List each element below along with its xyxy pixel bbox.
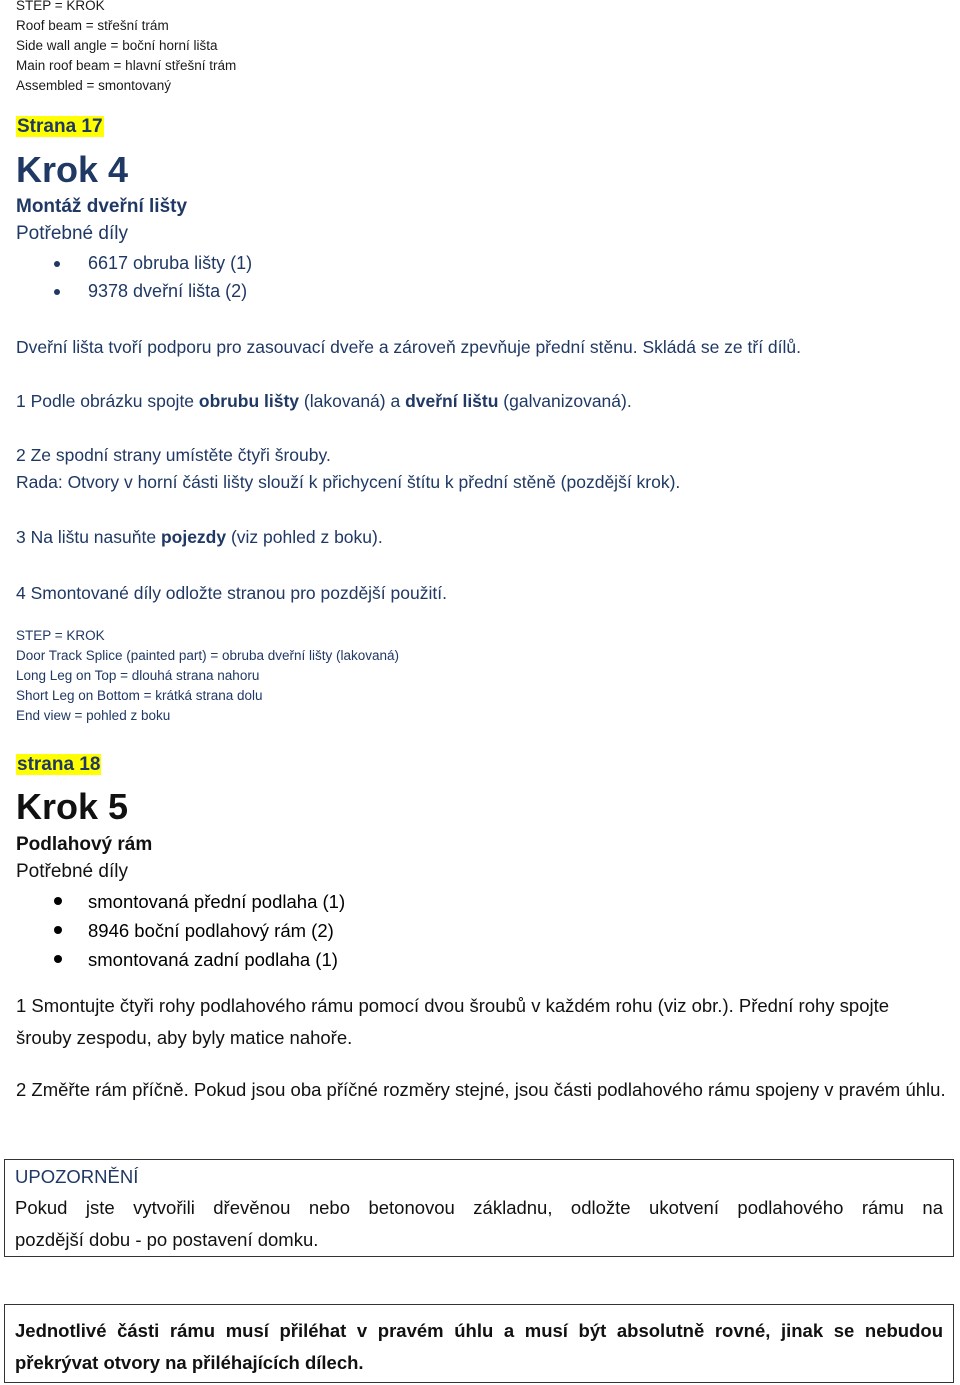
subtitle-floor-frame: Podlahový rám [16,834,153,855]
warning-text-line: pozdější dobu - po postavení domku. [15,1229,319,1250]
note-box [4,1304,954,1383]
step-title-4: Krok 4 [16,149,129,190]
bullet-icon [54,289,60,295]
page-label-17: Strana 17 [17,116,103,137]
glossary-middle [16,626,399,726]
list-item: 8946 boční podlahový rám (2) [16,916,345,945]
list-item: smontovaná přední podlaha (1) [16,887,345,916]
glossary-item: STEP = KROK [16,628,105,643]
glossary-top [16,0,236,96]
warning-box [4,1159,954,1257]
page-label-18: strana 18 [17,754,101,775]
intro-paragraph: Dveřní lišta tvoří podporu pro zasouvací dveře a zároveň zpevňuje přední stěnu. Skládá se ze tří dílů. [16,337,802,357]
bullet-icon [54,897,62,905]
glossary-item: End view = pohled z boku [16,708,171,723]
floor-step-1-text: 1 Smontujte čtyři rohy podlahového rámu pomocí dvou šroubů v každém rohu (viz obr.). Přední rohy spojte šrouby zespodu, aby byly matice nahoře. [16,995,890,1048]
tip-text: Rada: Otvory v horní části lišty slouží k přichycení štítu k přední stěně (pozdější krok). [16,472,681,492]
warning-text-line: Pokud jste vytvořili dřevěnou nebo betonovou základnu, odložte ukotvení podlahového rámu na [15,1197,943,1218]
glossary-item: STEP = KROK [16,0,105,13]
step-title-5: Krok 5 [16,786,129,827]
step-2-text: 2 Ze spodní strany umístěte čtyři šrouby. [16,445,331,465]
warning-title: UPOZORNĚNÍ [15,1166,139,1187]
glossary-item: Roof beam = střešní trám [16,18,169,33]
glossary-item: Short Leg on Bottom = krátká strana dolu [16,688,263,703]
parts-list [16,887,345,974]
step-1-text: 1 Podle obrázku spojte obrubu lišty (lakovaná) a dveřní lištu (galvanizovaná). [16,391,632,411]
bullet-icon [54,926,62,934]
list-item: smontovaná zadní podlaha (1) [16,945,345,974]
parts-heading: Potřebné díly [16,223,128,244]
step-4-text: 4 Smontované díly odložte stranou pro pozdější použití. [16,583,447,603]
glossary-item: Main roof beam = hlavní střešní trám [16,58,237,73]
list-item: 6617 obruba lišty (1) [16,249,252,277]
step-3-text: 3 Na lištu nasuňte pojezdy (viz pohled z boku). [16,527,383,547]
note-text-line: Jednotlivé části rámu musí přiléhat v pravém úhlu a musí být absolutně rovné, jinak se nebudou [15,1320,943,1341]
parts-list [16,249,252,305]
glossary-item: Assembled = smontovaný [16,78,171,93]
glossary-item: Long Leg on Top = dlouhá strana nahoru [16,668,260,683]
bullet-icon [54,261,60,267]
glossary-item: Door Track Splice (painted part) = obruba dveřní lišty (lakovaná) [16,648,400,663]
parts-heading: Potřebné díly [16,861,128,882]
subtitle-door-track: Montáž dveřní lišty [16,196,188,217]
glossary-item: Side wall angle = boční horní lišta [16,38,218,53]
list-item: 9378 dveřní lišta (2) [16,277,252,305]
floor-step-2-text: 2 Změřte rám příčně. Pokud jsou oba příčné rozměry stejné, jsou části podlahového rámu spojeny v pravém úhlu. [16,1079,946,1100]
note-text-line: překrývat otvory na přiléhajících dílech. [15,1352,364,1373]
bullet-icon [54,955,62,963]
